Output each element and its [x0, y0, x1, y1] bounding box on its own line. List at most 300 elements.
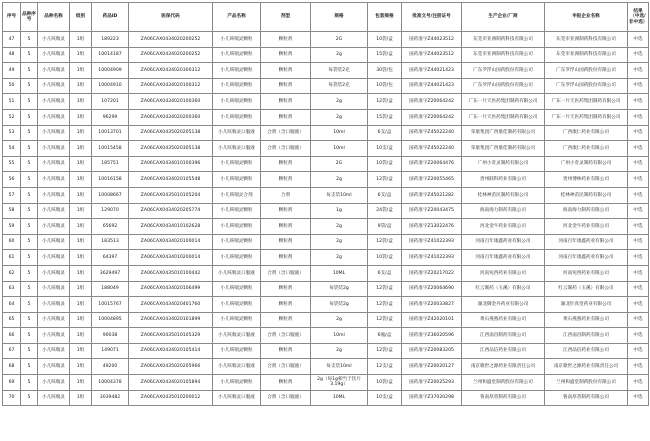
cell-group: 1组: [70, 63, 92, 79]
results-table: [2, 2, 649, 406]
cell-variety-name: 小儿咳喘灵: [38, 328, 70, 344]
cell-manufacturer: 河北金牛药业有限公司: [462, 219, 545, 235]
cell-group: 1组: [70, 250, 92, 266]
cell-index: 61: [3, 250, 21, 266]
cell-applicant: 海南海力制药有限公司: [545, 203, 628, 219]
cell-spec: 10ml: [311, 141, 368, 157]
cell-manufacturer: 南京歌世之源药业有限责任公司: [462, 359, 545, 375]
cell-insurance-code: ZA06CAX0435010105204: [129, 187, 213, 203]
cell-product-name: 小儿咳喘灵颗粒: [213, 203, 261, 219]
cell-product-name: 小儿咳喘灵颗粒: [213, 109, 261, 125]
cell-index: 62: [3, 265, 21, 281]
table-row: [3, 281, 649, 297]
cell-group: 1组: [70, 265, 92, 281]
cell-applicant: 江西品信药业有限公司: [545, 343, 628, 359]
cell-manufacturer: 贵州联科药业有限公司: [462, 172, 545, 188]
cell-dosage-form: 颗粒剂: [261, 156, 311, 172]
cell-drug-id: 49200: [92, 359, 129, 375]
cell-product-name: 小儿咳喘灵颗粒: [213, 343, 261, 359]
cell-approval-no: 国药准字Z44021423: [402, 78, 462, 94]
cell-package: 12支/盒: [368, 359, 402, 375]
table-row: [3, 187, 649, 203]
cell-package: 30袋/包: [368, 63, 402, 79]
cell-variety-name: 小儿咳喘灵: [38, 219, 70, 235]
cell-result: 中选: [628, 328, 649, 344]
cell-manufacturer: 兰州和盛堂制药股份有限公司: [462, 375, 545, 391]
cell-spec: 2g: [311, 94, 368, 110]
cell-product-name: 小儿咳喘灵口服液: [213, 328, 261, 344]
header-row: [3, 3, 649, 32]
cell-variety-name: 小儿咳喘灵: [38, 234, 70, 250]
cell-product-name: 小儿咳喘灵颗粒: [213, 312, 261, 328]
cell-variety-no: 5: [21, 125, 38, 141]
table-row: [3, 141, 649, 157]
cell-product-name: 小儿咳喘灵颗粒: [213, 234, 261, 250]
cell-variety-name: 小儿咳喘灵: [38, 312, 70, 328]
cell-spec: 2g: [311, 219, 368, 235]
cell-variety-name: 小儿咳喘灵: [38, 250, 70, 266]
cell-drug-id: 107201: [92, 94, 129, 110]
cell-variety-no: 5: [21, 47, 38, 63]
cell-product-name: 小儿咳喘灵口服液: [213, 265, 261, 281]
cell-product-name: 小儿咳喘灵颗粒: [213, 297, 261, 313]
cell-variety-no: 5: [21, 265, 38, 281]
cell-insurance-code: ZA06CAX0435010100442: [129, 265, 213, 281]
header-col-drug-id: 药品ID: [92, 3, 129, 32]
cell-package: 6支/盒: [368, 187, 402, 203]
cell-group: 1组: [70, 125, 92, 141]
cell-result: 中选: [628, 94, 649, 110]
cell-result: 中选: [628, 32, 649, 48]
cell-variety-name: 小儿咳喘灵: [38, 390, 70, 406]
cell-variety-no: 5: [21, 234, 38, 250]
cell-dosage-form: 合剂（含口服液）: [261, 125, 311, 141]
cell-manufacturer: 广东罗浮山国药股份有限公司: [462, 78, 545, 94]
cell-package: 6支/盒: [368, 265, 402, 281]
cell-group: 1组: [70, 78, 92, 94]
cell-drug-id: 10004378: [92, 375, 129, 391]
cell-dosage-form: 合剂（含口服液）: [261, 390, 311, 406]
cell-drug-id: 10013701: [92, 125, 129, 141]
cell-dosage-form: 颗粒剂: [261, 297, 311, 313]
cell-group: 1组: [70, 109, 92, 125]
cell-index: 64: [3, 297, 21, 313]
cell-package: 24袋/盒: [368, 203, 402, 219]
cell-index: 53: [3, 125, 21, 141]
cell-product-name: 小儿咳喘灵颗粒: [213, 78, 261, 94]
cell-applicant: 广东罗浮山国药股份有限公司: [545, 63, 628, 79]
cell-package: 12袋/盒: [368, 94, 402, 110]
cell-insurance-code: ZA06CAX0434020200252: [129, 32, 213, 48]
cell-dosage-form: 颗粒剂: [261, 78, 311, 94]
cell-group: 1组: [70, 141, 92, 157]
cell-manufacturer: 荣康集团广西康佳制药有限公司: [462, 141, 545, 157]
table-row: [3, 203, 649, 219]
cell-variety-no: 5: [21, 172, 38, 188]
results-table-wrapper: [2, 2, 648, 406]
header-col-applicant: 申报企业名称: [545, 3, 628, 32]
cell-manufacturer: 桂林神苗民制药有限公司: [462, 187, 545, 203]
cell-variety-name: 小儿咳喘灵: [38, 375, 70, 391]
cell-variety-no: 5: [21, 203, 38, 219]
header-col-approval-no: 批准文号/注册证号: [402, 3, 462, 32]
cell-insurance-code: ZA06CAX0434010100396: [129, 156, 213, 172]
cell-package: 12袋/盒: [368, 172, 402, 188]
cell-variety-name: 小儿咳喘灵: [38, 32, 70, 48]
cell-index: 57: [3, 187, 21, 203]
cell-dosage-form: 颗粒剂: [261, 375, 311, 391]
cell-result: 中选: [628, 63, 649, 79]
cell-product-name: 小儿咳喘灵口服液: [213, 390, 261, 406]
cell-index: 56: [3, 172, 21, 188]
cell-approval-no: 国药准字Z41022393: [402, 250, 462, 266]
cell-drug-id: 10004910: [92, 78, 129, 94]
cell-variety-name: 小儿咳喘灵: [38, 156, 70, 172]
cell-manufacturer: 江西南昌制药有限公司: [462, 328, 545, 344]
cell-index: 48: [3, 47, 21, 63]
cell-insurance-code: ZA06CAX0434020205774: [129, 203, 213, 219]
cell-approval-no: 国药准字Z20055465: [402, 172, 462, 188]
cell-variety-no: 5: [21, 250, 38, 266]
cell-manufacturer: 红云制药（玉溪）有限公司: [462, 281, 545, 297]
cell-drug-id: 185751: [92, 156, 129, 172]
cell-spec: 2g: [311, 343, 368, 359]
cell-product-name: 小儿咳喘灵颗粒: [213, 281, 261, 297]
cell-variety-no: 5: [21, 32, 38, 48]
cell-drug-id: 129070: [92, 203, 129, 219]
cell-applicant: 兰州和盛堂制药股份有限公司: [545, 375, 628, 391]
cell-group: 1组: [70, 156, 92, 172]
cell-package: 12袋/盒: [368, 343, 402, 359]
cell-applicant: 广西康仁药业有限公司: [545, 141, 628, 157]
cell-manufacturer: 东莞市亚洲制药科技有限公司: [462, 47, 545, 63]
cell-manufacturer: 鲁南厚普制药有限公司: [462, 390, 545, 406]
cell-spec: 2g: [311, 47, 368, 63]
cell-insurance-code: ZA06CAX0434020100014: [129, 234, 213, 250]
cell-manufacturer: 黄石燕燕药业有限公司: [462, 312, 545, 328]
cell-group: 1组: [70, 375, 92, 391]
cell-drug-id: 10004909: [92, 63, 129, 79]
table-row: [3, 234, 649, 250]
cell-applicant: 东莞市亚洲制药科技有限公司: [545, 32, 628, 48]
cell-drug-id: 90038: [92, 328, 129, 344]
cell-applicant: 东莞市亚洲制药科技有限公司: [545, 47, 628, 63]
cell-product-name: 小儿咳喘灵颗粒: [213, 63, 261, 79]
cell-variety-no: 5: [21, 297, 38, 313]
header-col-manufacturer: 生产企业/厂商: [462, 3, 545, 32]
cell-variety-no: 5: [21, 94, 38, 110]
cell-package: 15袋/盒: [368, 47, 402, 63]
cell-index: 60: [3, 234, 21, 250]
cell-dosage-form: 合剂（含口服液）: [261, 265, 311, 281]
cell-applicant: 广西康仁药业有限公司: [545, 125, 628, 141]
cell-insurance-code: ZA06CAX0434020200252: [129, 47, 213, 63]
cell-drug-id: 10015767: [92, 297, 129, 313]
cell-insurance-code: ZA06CAX0434020100360: [129, 94, 213, 110]
cell-index: 59: [3, 219, 21, 235]
cell-group: 1组: [70, 328, 92, 344]
cell-group: 1组: [70, 390, 92, 406]
cell-variety-name: 小儿咳喘灵: [38, 63, 70, 79]
cell-approval-no: 国药准字Z36020596: [402, 328, 462, 344]
cell-spec: 10ml: [311, 328, 368, 344]
cell-index: 67: [3, 343, 21, 359]
cell-result: 中选: [628, 250, 649, 266]
cell-spec: 每袋装2克: [311, 63, 368, 79]
cell-product-name: 小儿咳喘灵口服液: [213, 141, 261, 157]
cell-result: 中选: [628, 312, 649, 328]
cell-spec: 1g: [311, 203, 368, 219]
cell-approval-no: 国药准字Z20064242: [402, 94, 462, 110]
cell-variety-name: 小儿咳喘灵: [38, 172, 70, 188]
cell-variety-no: 5: [21, 375, 38, 391]
cell-insurance-code: ZA06CAX0435020205966: [129, 359, 213, 375]
cell-package: 10袋/包: [368, 78, 402, 94]
cell-dosage-form: 颗粒剂: [261, 219, 311, 235]
cell-index: 51: [3, 94, 21, 110]
cell-result: 中选: [628, 187, 649, 203]
cell-group: 1组: [70, 47, 92, 63]
cell-group: 1组: [70, 281, 92, 297]
cell-group: 1组: [70, 219, 92, 235]
cell-approval-no: 国药准字Z20025293: [402, 375, 462, 391]
cell-variety-no: 5: [21, 390, 38, 406]
cell-dosage-form: 颗粒剂: [261, 172, 311, 188]
cell-spec: 每支装10ml: [311, 187, 368, 203]
cell-approval-no: 国药准字Z45022240: [402, 141, 462, 157]
cell-variety-no: 5: [21, 359, 38, 375]
cell-manufacturer: 广东罗浮山国药股份有限公司: [462, 63, 545, 79]
cell-package: 12袋/盒: [368, 281, 402, 297]
cell-dosage-form: 颗粒剂: [261, 94, 311, 110]
table-row: [3, 312, 649, 328]
table-row: [3, 156, 649, 172]
cell-insurance-code: ZA06CAX0434020106499: [129, 281, 213, 297]
cell-index: 68: [3, 359, 21, 375]
cell-index: 54: [3, 141, 21, 157]
cell-manufacturer: 广东一片天医药集团制药有限公司: [462, 109, 545, 125]
cell-drug-id: 10008667: [92, 187, 129, 203]
cell-manufacturer: 江西品信药业有限公司: [462, 343, 545, 359]
cell-dosage-form: 颗粒剂: [261, 343, 311, 359]
cell-approval-no: 国药准字Z41022393: [402, 234, 462, 250]
cell-drug-id: 65692: [92, 219, 129, 235]
cell-spec: 2g: [311, 234, 368, 250]
cell-drug-id: 10016158: [92, 172, 129, 188]
cell-product-name: 小儿咳喘灵合剂: [213, 187, 261, 203]
cell-spec: 2g（每1g相当于饮片3.19g）: [311, 375, 368, 391]
cell-variety-name: 小儿咳喘灵: [38, 203, 70, 219]
cell-variety-name: 小儿咳喘灵: [38, 359, 70, 375]
cell-variety-name: 小儿咳喘灵: [38, 297, 70, 313]
cell-package: 10支/盒: [368, 141, 402, 157]
table-row: [3, 63, 649, 79]
cell-insurance-code: ZA06CAX0434020300312: [129, 63, 213, 79]
cell-product-name: 小儿咳喘灵口服液: [213, 359, 261, 375]
cell-manufacturer: 广州小奇灵制药有限公司: [462, 156, 545, 172]
cell-dosage-form: 颗粒剂: [261, 109, 311, 125]
cell-manufacturer: 广东一片天医药集团制药有限公司: [462, 94, 545, 110]
cell-drug-id: 183513: [92, 234, 129, 250]
cell-manufacturer: 湖北御金丹药业有限公司: [462, 297, 545, 313]
cell-approval-no: 国药准字Z20064476: [402, 156, 462, 172]
cell-approval-no: 国药准字Z45022240: [402, 125, 462, 141]
cell-applicant: 黄石燕燕药业有限公司: [545, 312, 628, 328]
header-col-index: 序号: [3, 3, 21, 32]
cell-applicant: 南京歌世之源药业有限责任公司: [545, 359, 628, 375]
table-row: [3, 250, 649, 266]
table-row: [3, 219, 649, 235]
cell-package: 10袋/盒: [368, 32, 402, 48]
table-row: [3, 172, 649, 188]
cell-spec: 每袋装2g: [311, 297, 368, 313]
cell-approval-no: 国药准字Z44023512: [402, 47, 462, 63]
cell-dosage-form: 颗粒剂: [261, 47, 311, 63]
cell-spec: 2G: [311, 32, 368, 48]
cell-result: 中选: [628, 390, 649, 406]
table-body: [3, 32, 649, 406]
cell-spec: 每袋装2g: [311, 281, 368, 297]
cell-dosage-form: 颗粒剂: [261, 32, 311, 48]
cell-group: 1组: [70, 343, 92, 359]
cell-index: 69: [3, 375, 21, 391]
cell-drug-id: 96299: [92, 109, 129, 125]
cell-index: 65: [3, 312, 21, 328]
cell-group: 1组: [70, 94, 92, 110]
cell-result: 中选: [628, 297, 649, 313]
cell-result: 中选: [628, 219, 649, 235]
cell-spec: 每袋装2克: [311, 78, 368, 94]
header-col-spec: 规格: [311, 3, 368, 32]
header-col-product-name: 产品名称: [213, 3, 261, 32]
cell-variety-no: 5: [21, 343, 38, 359]
cell-applicant: 鲁南厚普制药有限公司: [545, 390, 628, 406]
cell-product-name: 小儿咳喘灵颗粒: [213, 94, 261, 110]
cell-result: 中选: [628, 141, 649, 157]
cell-result: 中选: [628, 47, 649, 63]
cell-approval-no: 国药准字Z20217022: [402, 265, 462, 281]
cell-dosage-form: 颗粒剂: [261, 281, 311, 297]
cell-approval-no: 国药准字Z37020298: [402, 390, 462, 406]
table-row: [3, 359, 649, 375]
cell-product-name: 小儿咳喘灵口服液: [213, 125, 261, 141]
cell-index: 55: [3, 156, 21, 172]
cell-result: 中选: [628, 156, 649, 172]
cell-result: 中选: [628, 281, 649, 297]
cell-manufacturer: 河南宛西药业有限公司: [462, 265, 545, 281]
cell-group: 1组: [70, 187, 92, 203]
cell-approval-no: 国药准字Z44023512: [402, 32, 462, 48]
cell-result: 中选: [628, 359, 649, 375]
cell-spec: 2g: [311, 250, 368, 266]
cell-approval-no: 国药准字Z20064690: [402, 281, 462, 297]
cell-index: 47: [3, 32, 21, 48]
cell-insurance-code: ZA06CAX0434020105548: [129, 172, 213, 188]
cell-spec: 10ML: [311, 390, 368, 406]
cell-approval-no: 国药准字Z20083205: [402, 343, 462, 359]
cell-variety-no: 5: [21, 281, 38, 297]
cell-package: 12袋/盒: [368, 234, 402, 250]
table-row: [3, 375, 649, 391]
cell-applicant: 河南百年康鑫药业有限公司: [545, 234, 628, 250]
cell-applicant: 河北金牛药业有限公司: [545, 219, 628, 235]
cell-product-name: 小儿咳喘灵颗粒: [213, 47, 261, 63]
cell-insurance-code: ZA06CAX0434020105894: [129, 375, 213, 391]
cell-variety-name: 小儿咳喘灵: [38, 187, 70, 203]
cell-variety-no: 5: [21, 109, 38, 125]
cell-approval-no: 国药准字Z45021282: [402, 187, 462, 203]
cell-dosage-form: 颗粒剂: [261, 250, 311, 266]
cell-index: 49: [3, 63, 21, 79]
header-col-dosage-form: 剂型: [261, 3, 311, 32]
header-col-result: 结果（中选/非中选）: [628, 3, 649, 32]
cell-variety-name: 小儿咳喘灵: [38, 47, 70, 63]
cell-variety-name: 小儿咳喘灵: [38, 125, 70, 141]
cell-package: 6瓶/盒: [368, 328, 402, 344]
table-row: [3, 94, 649, 110]
cell-drug-id: 10004895: [92, 312, 129, 328]
cell-variety-no: 5: [21, 328, 38, 344]
cell-applicant: 桂林神苗民制药有限公司: [545, 187, 628, 203]
cell-variety-name: 小儿咳喘灵: [38, 78, 70, 94]
cell-insurance-code: ZA06CAX0435010200012: [129, 390, 213, 406]
cell-index: 52: [3, 109, 21, 125]
cell-dosage-form: 颗粒剂: [261, 234, 311, 250]
cell-drug-id: 188049: [92, 281, 129, 297]
cell-insurance-code: ZA06CAX0435020205138: [129, 125, 213, 141]
cell-insurance-code: ZA06CAX0434010200014: [129, 250, 213, 266]
table-row: [3, 265, 649, 281]
cell-variety-no: 5: [21, 78, 38, 94]
cell-package: 15袋/盒: [368, 109, 402, 125]
cell-applicant: 广东一片天医药集团制药有限公司: [545, 109, 628, 125]
cell-variety-no: 5: [21, 141, 38, 157]
cell-drug-id: 149071: [92, 343, 129, 359]
cell-insurance-code: ZA06CAX0434020401760: [129, 297, 213, 313]
cell-result: 中选: [628, 265, 649, 281]
cell-package: 10袋/盒: [368, 375, 402, 391]
table-row: [3, 390, 649, 406]
header-col-package: 包装规格: [368, 3, 402, 32]
cell-group: 1组: [70, 203, 92, 219]
cell-index: 63: [3, 281, 21, 297]
cell-manufacturer: 河南百年康鑫药业有限公司: [462, 234, 545, 250]
cell-variety-no: 5: [21, 312, 38, 328]
cell-variety-name: 小儿咳喘灵: [38, 141, 70, 157]
cell-applicant: 广东罗浮山国药股份有限公司: [545, 78, 628, 94]
cell-variety-name: 小儿咳喘灵: [38, 281, 70, 297]
table-row: [3, 343, 649, 359]
cell-package: 10支/盒: [368, 390, 402, 406]
table-row: [3, 297, 649, 313]
cell-approval-no: 国药准字Z20033827: [402, 297, 462, 313]
cell-variety-no: 5: [21, 187, 38, 203]
cell-result: 中选: [628, 78, 649, 94]
cell-approval-no: 国药准字Z20020127: [402, 359, 462, 375]
table-row: [3, 47, 649, 63]
cell-insurance-code: ZA06CAX0434020105414: [129, 343, 213, 359]
cell-package: 9袋/盒: [368, 219, 402, 235]
cell-approval-no: 国药准字Z13022476: [402, 219, 462, 235]
cell-result: 中选: [628, 203, 649, 219]
cell-result: 中选: [628, 375, 649, 391]
cell-variety-no: 5: [21, 156, 38, 172]
cell-index: 50: [3, 78, 21, 94]
cell-spec: 10ml: [311, 125, 368, 141]
cell-insurance-code: ZA06CAX0434010102628: [129, 219, 213, 235]
cell-manufacturer: 海南海力制药有限公司: [462, 203, 545, 219]
cell-group: 1组: [70, 359, 92, 375]
